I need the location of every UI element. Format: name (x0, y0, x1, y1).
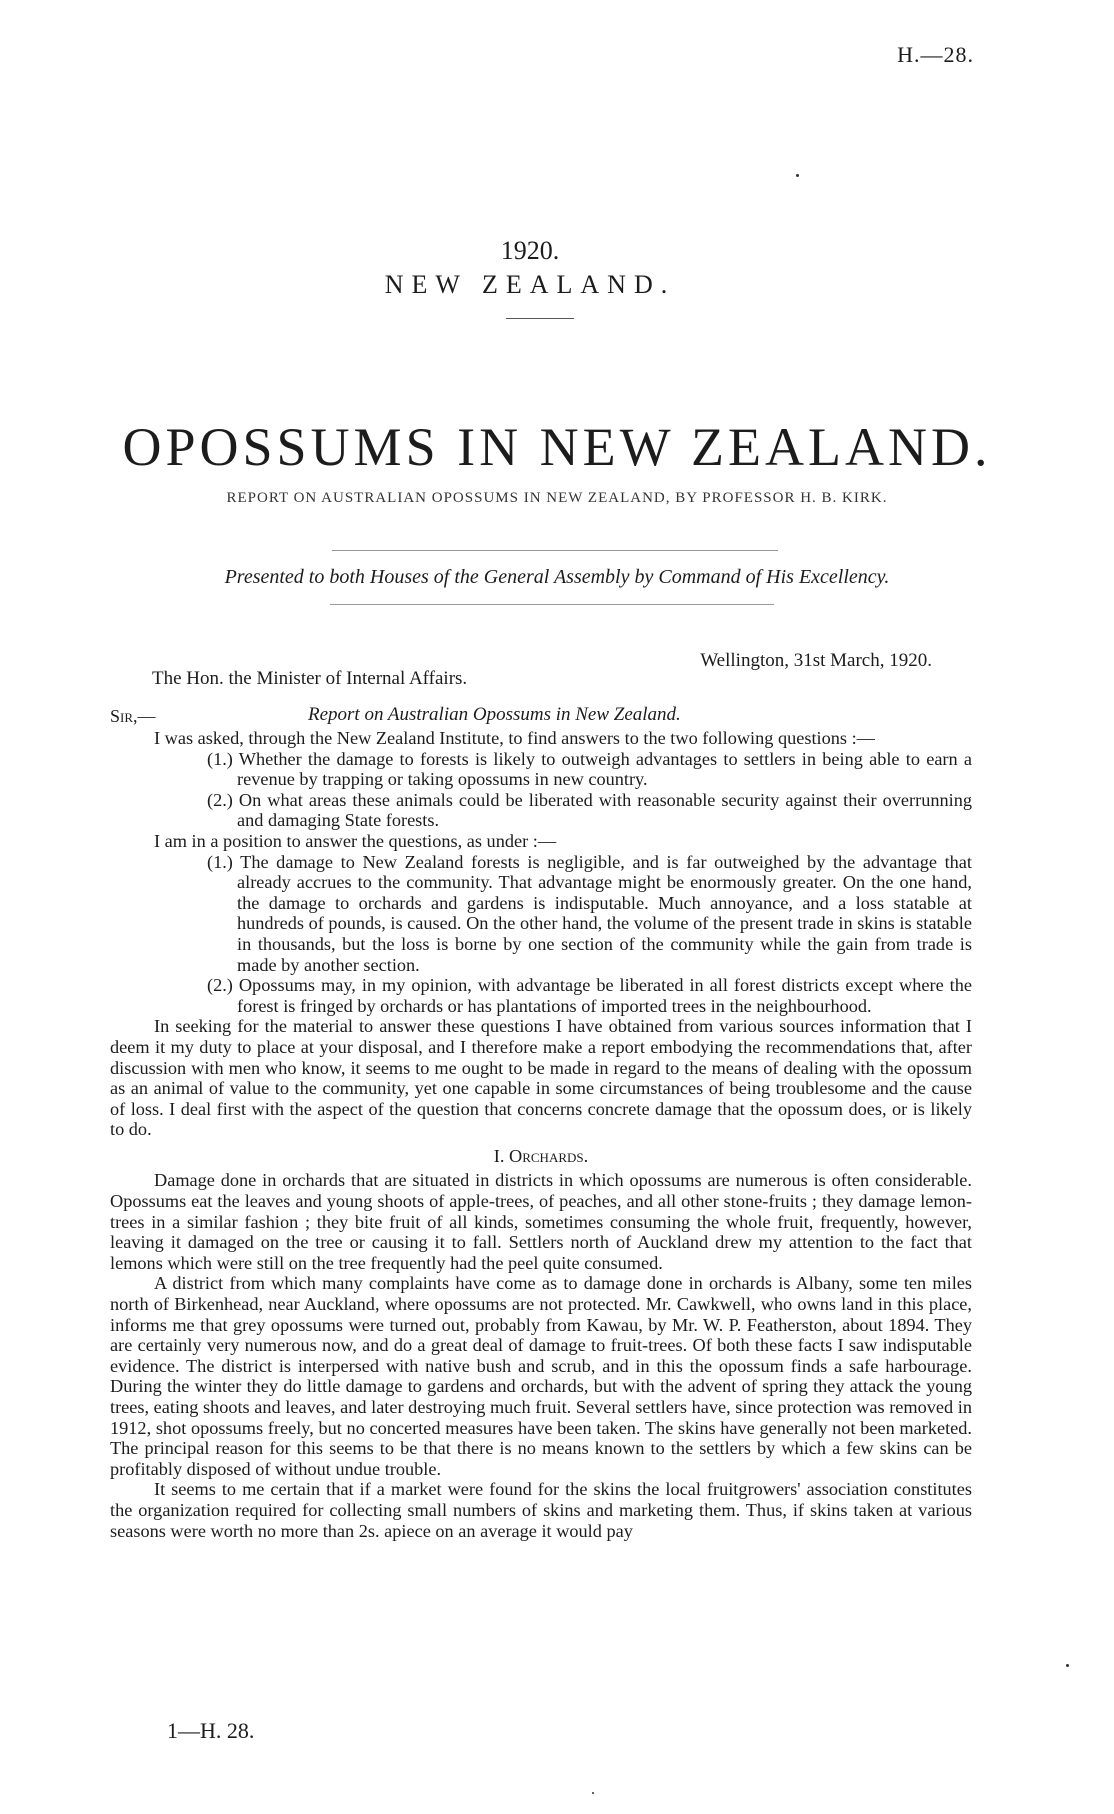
document-title: OPOSSUMS IN NEW ZEALAND. (122, 417, 992, 477)
report-body (110, 728, 972, 1541)
intro-paragraph: I was asked, through the New Zealand Institute, to find answers to the two following questions :— (154, 728, 875, 748)
addressee: The Hon. the Minister of Internal Affairs. (152, 668, 468, 689)
question-item: (2.) On what areas these animals could be liberated with reasonable security against their overrunning and damaging State forests. (207, 789, 972, 831)
body-paragraph: It seems to me certain that if a market were found for the skins the local fruitgrowers' association constitutes the organization required for collecting small numbers of skins and marketing them. Thus, if skins taken at various seasons were worth no more than 2s. apiece on an average it would pay (110, 1479, 972, 1541)
divider (506, 318, 574, 319)
divider (330, 604, 774, 605)
print-speck (1066, 1664, 1069, 1667)
divider (332, 550, 778, 551)
presented-statement: Presented to both Houses of the General Assembly by Command of His Excellency. (224, 566, 890, 588)
salutation: Sir,— (110, 706, 156, 726)
body-paragraph: Damage done in orchards that are situated in districts in which opossums are numerous is often considerable. Opossums eat the leaves and young shoots of apple-trees, of peaches, and all other stone-fruits ; they damage lemon-trees in a similar fashion ; they bite fruit of all kinds, sometimes consuming the whole fruit, frequently, however, leaving it damaged on the tree or causing it to fall. Settlers north of Auckland drew my attention to the fact that lemons which were still on the tree frequently had the peel quite consumed. (110, 1170, 972, 1273)
question-item: (1.) Whether the damage to forests is likely to outweigh advantages to settlers in being able to earn a revenue by trapping or taking opossums in new country. (207, 748, 972, 790)
print-speck (592, 1792, 594, 1794)
print-speck (796, 174, 799, 177)
document-subtitle: REPORT ON AUSTRALIAN OPOSSUMS IN NEW ZEALAND, BY PROFESSOR H. B. KIRK. (226, 490, 888, 506)
page-footer: 1—H. 28. (167, 1718, 255, 1743)
body-paragraph: In seeking for the material to answer these questions I have obtained from various sources information that I deem it my duty to place at your disposal, and I therefore make a report embodying the recommendations that, after discussion with men who know, it seems to me ought to be made in regard to the means of dealing with the opossum as an animal of value to the community, yet one capable in some circumstances of being troublesome and the cause of loss. I deal first with the aspect of the question that concerns concrete damage that the opossum does, or is likely to do. (110, 1016, 972, 1140)
answer-item: (2.) Opossums may, in my opinion, with advantage be liberated in all forest districts except where the forest is fringed by orchards or has plantations of imported trees in the neighbourhood. (207, 975, 972, 1016)
answer-intro: I am in a position to answer the questions, as under :— (154, 830, 557, 851)
dateline: Wellington, 31st March, 1920. (700, 650, 932, 671)
country-heading: NEW ZEALAND. (384, 270, 676, 299)
letter-subject: Report on Australian Opossums in New Zealand. (308, 704, 681, 725)
year: 1920. (500, 236, 560, 265)
report-reference: H.—28. (897, 42, 974, 67)
body-paragraph: A district from which many complaints have come as to damage done in orchards is Albany, some ten miles north of Birkenhead, near Auckland, where opossums are not protected. Mr. Cawkwell, who owns land in this place, informs me that grey opossums were turned out, probably from Kawau, by Mr. W. P. Featherston, about 1894. They are certainly very numerous now, and do a great deal of damage to fruit-trees. Of both these facts I saw indisputable evidence. The district is interpersed with native bush and scrub, and in this the opossum finds a safe harbourage. During the winter they do little damage to gardens and orchards, but with the advent of spring they attack the young trees, eating shoots and leaves, and later destroying much fruit. Several settlers have, since protection was removed in 1912, shot opossums freely, but no concerted measures have been taken. The skins have generally not been marketed. The principal reason for this seems to be that there is no means known to the settlers by which a few skins can be profitably disposed of without undue trouble. (110, 1273, 972, 1479)
section-heading: I. Orchards. (493, 1145, 589, 1166)
answer-item: (1.) The damage to New Zealand forests is negligible, and is far outweighed by the advantage that already accrues to the community. That advantage might be enormously greater. On the one hand, the damage to orchards and gardens is indisputable. Much annoyance, and a loss statable at hundreds of pounds, is caused. On the other hand, the volume of the present trade in skins is statable in thousands, but the loss is borne by one section of the community while the gain from trade is made by another section. (207, 851, 972, 975)
